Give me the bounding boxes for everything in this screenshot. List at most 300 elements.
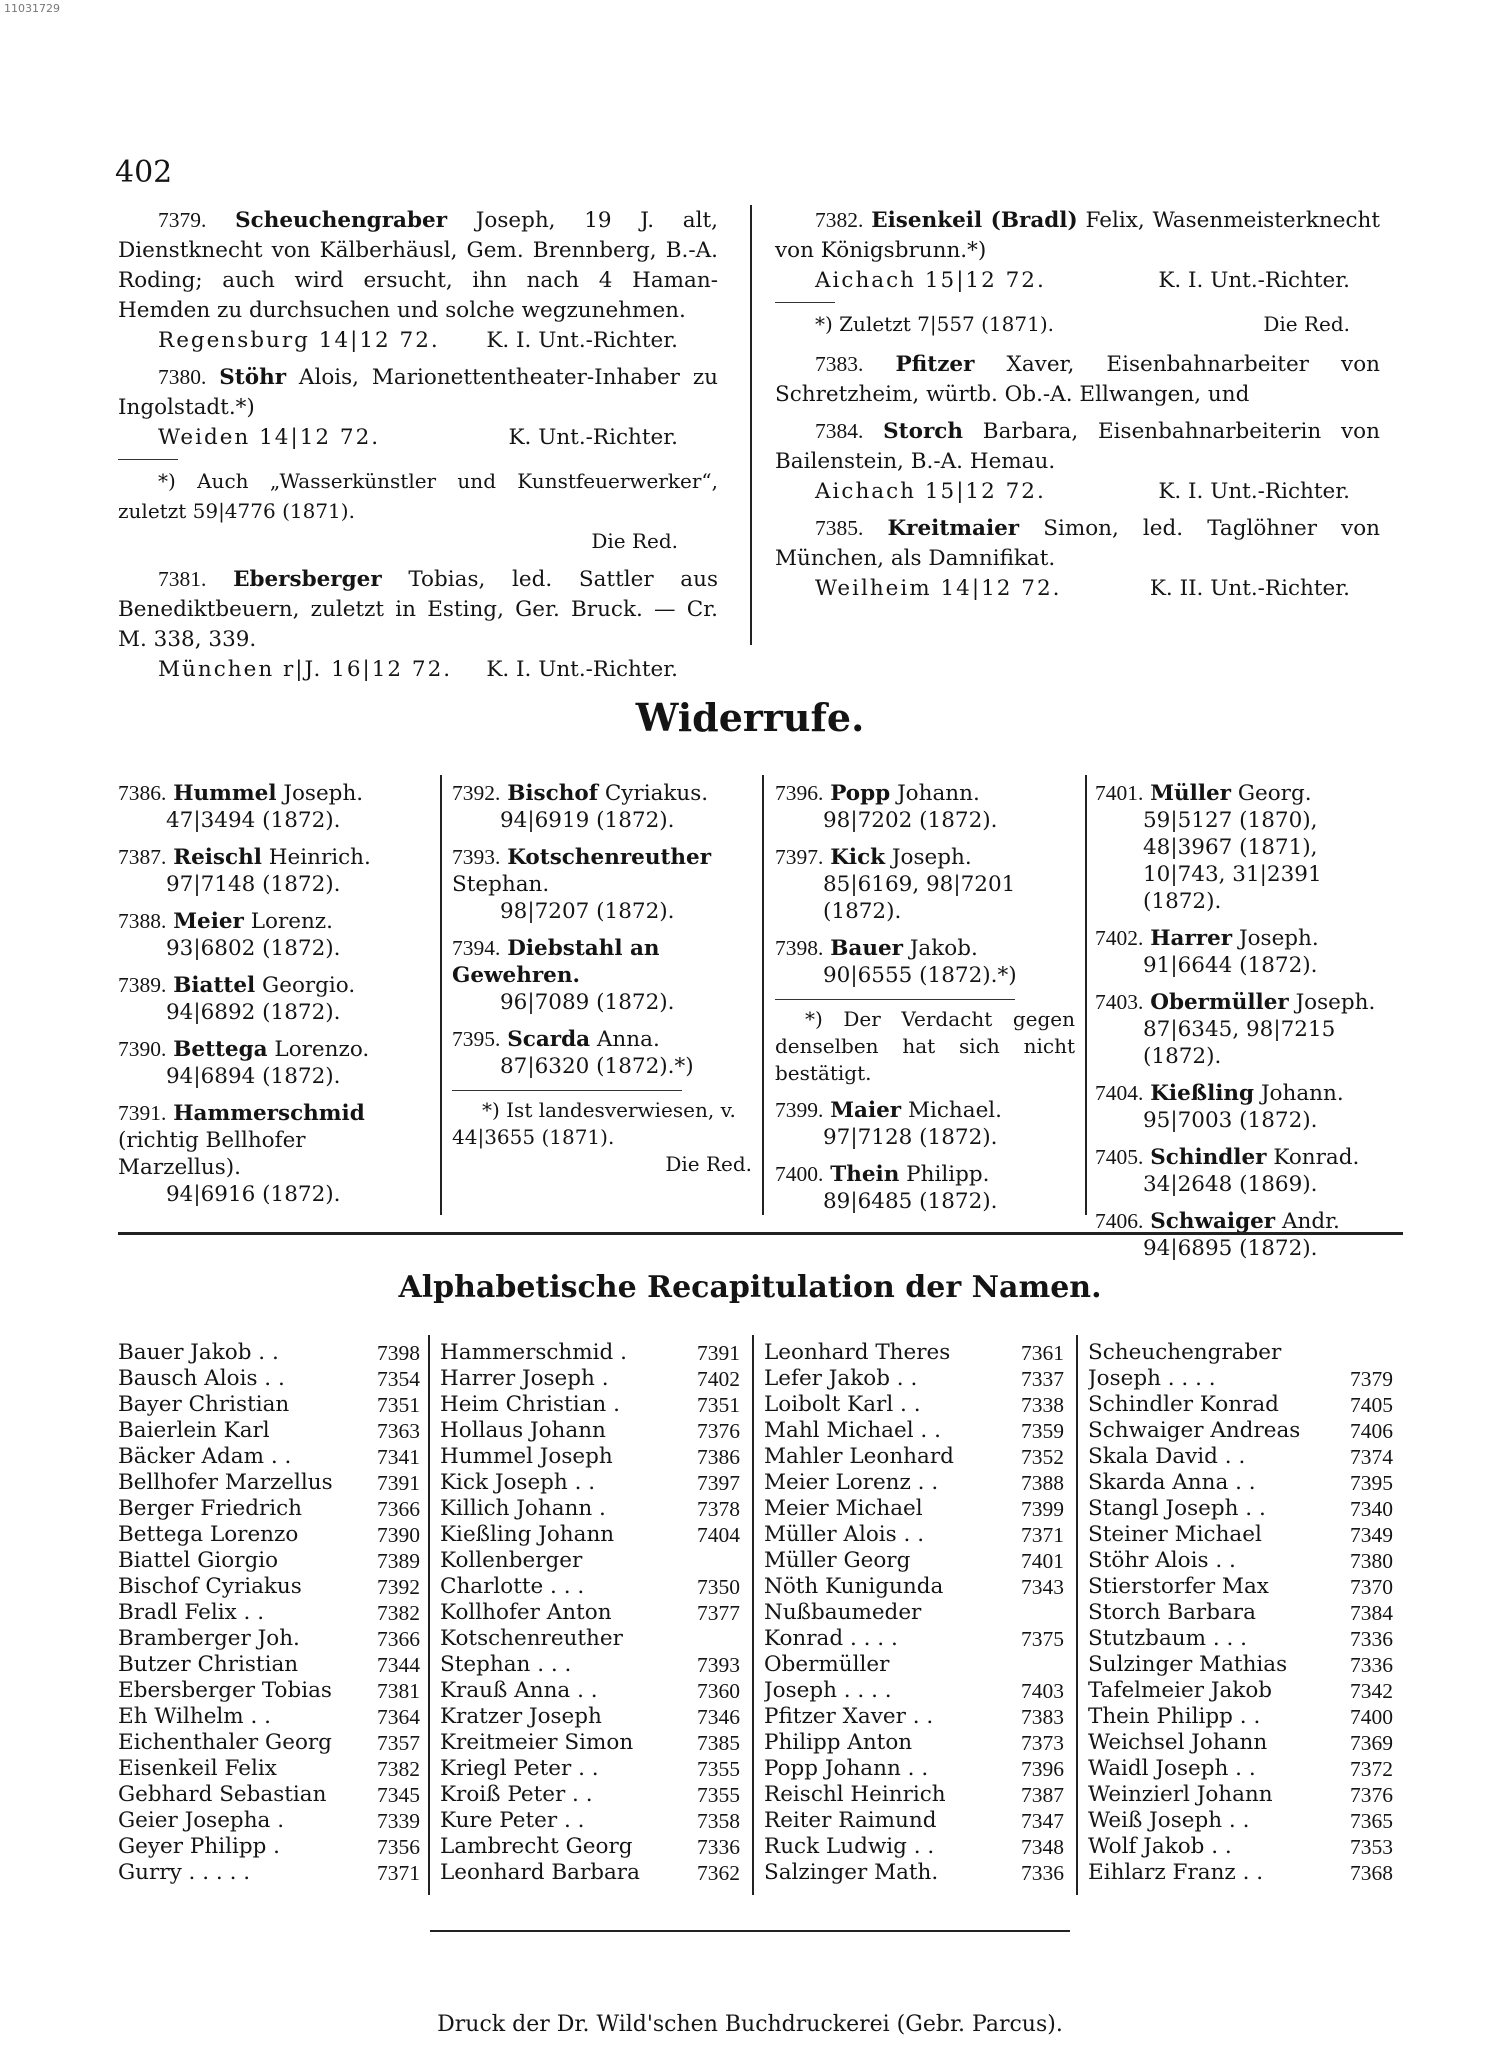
index-entry [118, 1600, 420, 1626]
entry-office: K. I. Unt.-Richter. [1158, 479, 1350, 504]
footnote: *) Auch „Wasserkünstler und Kunstfeuerwerker“, zuletzt 59|4776 (1871). [118, 469, 718, 523]
index-column-1 [118, 1340, 420, 1886]
item-name: Obermüller [1150, 990, 1289, 1015]
widerruf-item [775, 844, 1075, 925]
index-number: 7376 [1350, 1783, 1393, 1807]
index-name: Weinzierl Johann [1088, 1782, 1273, 1807]
index-number: 7359 [1021, 1419, 1064, 1443]
index-entry [764, 1678, 1064, 1704]
index-entry [1088, 1756, 1393, 1782]
index-entry [440, 1496, 740, 1522]
item-name: Bettega [173, 1037, 268, 1062]
index-name: Bettega Lorenzo [118, 1522, 299, 1547]
widerruf-item [452, 1026, 752, 1080]
index-name: Kroiß Peter . . [440, 1782, 593, 1807]
index-entry [118, 1730, 420, 1756]
index-entry [440, 1444, 740, 1470]
index-number: 7344 [377, 1653, 420, 1677]
index-number: 7391 [697, 1341, 740, 1365]
index-number: 7347 [1021, 1809, 1064, 1833]
index-entry [764, 1730, 1064, 1756]
index-entry [764, 1808, 1064, 1834]
index-name: Pfitzer Xaver . . [764, 1704, 934, 1729]
item-name: Müller [1150, 781, 1231, 806]
index-name: Salzinger Math. [764, 1860, 939, 1885]
index-name: Nußbaumeder [764, 1600, 922, 1625]
index-number [1060, 1600, 1064, 1626]
index-entry [764, 1392, 1064, 1418]
entry-office: K. Unt.-Richter. [508, 425, 678, 450]
item-detail: 93|6802 (1872). [166, 936, 341, 961]
index-number: 7336 [1350, 1627, 1393, 1651]
index-entry [1088, 1444, 1393, 1470]
item-number: 7393. [452, 845, 501, 869]
index-entry [440, 1392, 740, 1418]
index-name: Geyer Philipp . [118, 1834, 281, 1859]
index-entry [1088, 1496, 1393, 1522]
index-name: Krauß Anna . . [440, 1678, 598, 1703]
widerruf-item [1095, 780, 1395, 915]
entry-office: K. I. Unt.-Richter. [1158, 268, 1350, 293]
index-column-4 [1088, 1340, 1393, 1886]
index-entry [764, 1496, 1064, 1522]
item-number: 7402. [1095, 926, 1144, 950]
entry-place: Aichach 15|12 72. [815, 479, 1046, 504]
item-number: 7390. [118, 1037, 167, 1061]
index-entry [764, 1444, 1064, 1470]
item-detail: 59|5127 (1870), 48|3967 (1871), 10|743, 31|2391 (1872). [1143, 808, 1322, 914]
index-entry [440, 1730, 740, 1756]
index-entry [1088, 1860, 1393, 1886]
entry-text: Alois, Marionettentheater-Inhaber zu Ingolstadt.*) [118, 365, 718, 420]
index-number [1389, 1340, 1393, 1366]
index-entry [118, 1340, 420, 1366]
index-number: 7370 [1350, 1575, 1393, 1599]
index-number: 7382 [377, 1601, 420, 1625]
index-number: 7339 [377, 1809, 420, 1833]
index-number: 7380 [1350, 1549, 1393, 1573]
index-number: 7398 [377, 1341, 420, 1365]
entry-7379 [118, 205, 718, 356]
item-name: Reischl [173, 845, 262, 870]
item-number: 7389. [118, 973, 167, 997]
index-entry [440, 1704, 740, 1730]
entry-text: Barbara, Eisenbahnarbeiterin von Bailenstein, B.-A. Hemau. [775, 419, 1380, 474]
index-number: 7392 [377, 1575, 420, 1599]
index-entry [764, 1626, 1064, 1652]
item-number: 7403. [1095, 990, 1144, 1014]
index-name: Thein Philipp . . [1088, 1704, 1261, 1729]
index-entry [764, 1652, 1064, 1678]
index-entry [1088, 1392, 1393, 1418]
widerruf-item [452, 935, 752, 1016]
index-name: Charlotte . . . [440, 1574, 585, 1599]
index-name: Bäcker Adam . . [118, 1444, 292, 1469]
item-number: 7406. [1095, 1209, 1144, 1233]
item-name: Biattel [173, 973, 256, 998]
item-given: Joseph. [1295, 990, 1376, 1015]
index-name: Harrer Joseph . [440, 1366, 609, 1391]
index-name: Heim Christian . [440, 1392, 620, 1417]
index-name: Müller Alois . . [764, 1522, 925, 1547]
section-rule [118, 1232, 1403, 1235]
index-entry [118, 1522, 420, 1548]
widerruf-item [118, 972, 428, 1026]
item-number: 7405. [1095, 1145, 1144, 1169]
index-name: Müller Georg [764, 1548, 911, 1573]
widerruf-item [452, 844, 752, 925]
item-detail: 97|7148 (1872). [166, 872, 341, 897]
item-detail: 87|6345, 98|7215 (1872). [1143, 1017, 1336, 1069]
index-entry [764, 1522, 1064, 1548]
widerruf-item [452, 780, 752, 834]
index-entry [1088, 1652, 1393, 1678]
widerrufe-column-2 [452, 780, 752, 1178]
footnote: *) Ist landesverwiesen, v. 44|3655 (1871). [452, 1098, 736, 1149]
index-entry [440, 1366, 740, 1392]
index-number: 7393 [697, 1653, 740, 1677]
index-number: 7400 [1350, 1705, 1393, 1729]
entry-7380 [118, 362, 718, 556]
index-number [1060, 1652, 1064, 1678]
index-name: Ruck Ludwig . . [764, 1834, 935, 1859]
index-name: Kreitmeier Simon [440, 1730, 634, 1755]
index-name: Bradl Felix . . [118, 1600, 265, 1625]
item-name: Kießling [1150, 1081, 1255, 1106]
item-name: Kotschenreuther [507, 845, 712, 870]
entry-office: K. I. Unt.-Richter. [486, 328, 678, 353]
item-given: Konrad. [1273, 1145, 1360, 1170]
entry-place: Weilheim 14|12 72. [815, 576, 1062, 601]
footnote-rule [775, 999, 1015, 1000]
index-name: Schwaiger Andreas [1088, 1418, 1301, 1443]
entry-text: Simon, led. Taglöhner von München, als Damnifikat. [775, 516, 1380, 571]
entry-text: Tobias, led. Sattler aus Benediktbeuern, zuletzt in Esting, Ger. Bruck. — Cr. M. 338, 339. [118, 567, 718, 652]
index-name: Kratzer Joseph [440, 1704, 602, 1729]
index-entry [440, 1860, 740, 1886]
index-number: 7357 [377, 1731, 420, 1755]
entries-left-column [118, 205, 718, 685]
entry-7385 [775, 513, 1380, 604]
widerruf-item [118, 1100, 428, 1208]
index-name: Bramberger Joh. [118, 1626, 300, 1651]
index-number: 7384 [1350, 1601, 1393, 1625]
item-detail: 96|7089 (1872). [500, 990, 675, 1015]
entry-7381 [118, 564, 718, 685]
widerruf-item [1095, 989, 1395, 1070]
index-number: 7366 [377, 1627, 420, 1651]
item-number: 7399. [775, 1098, 824, 1122]
index-entry [440, 1600, 740, 1626]
item-number: 7395. [452, 1027, 501, 1051]
item-given: Stephan. [452, 872, 550, 897]
index-number: 7381 [377, 1679, 420, 1703]
widerruf-item [118, 844, 428, 898]
index-number: 7382 [377, 1757, 420, 1781]
entry-number: 7382. [815, 208, 864, 232]
index-name: Gurry . . . . . [118, 1860, 251, 1885]
index-name: Skala David . . [1088, 1444, 1246, 1469]
entry-text: Joseph, 19 J. alt, Dienstknecht von Kälberhäusl, Gem. Brennberg, B.-A. Roding; auch wird ersucht, ihn nach 4 Haman-Hemden zu durchsuchen und solche wegzunehmen. [118, 208, 718, 323]
index-number: 7365 [1350, 1809, 1393, 1833]
item-number: 7397. [775, 845, 824, 869]
index-number: 7340 [1350, 1497, 1393, 1521]
index-name: Stöhr Alois . . [1088, 1548, 1236, 1573]
item-detail: 89|6485 (1872). [823, 1189, 998, 1214]
item-given: Joseph. [891, 845, 972, 870]
item-given: Georg. [1237, 781, 1312, 806]
index-entry [440, 1548, 740, 1574]
index-number: 7361 [1021, 1341, 1064, 1365]
item-number: 7400. [775, 1162, 824, 1186]
index-number: 7378 [697, 1497, 740, 1521]
entry-place: Aichach 15|12 72. [815, 268, 1046, 293]
index-entry [118, 1626, 420, 1652]
footnote: *) Der Verdacht gegen denselben hat sich nicht bestätigt. [775, 1007, 1075, 1085]
index-number: 7369 [1350, 1731, 1393, 1755]
entry-name: Scheuchengraber [235, 208, 448, 233]
index-number: 7362 [697, 1861, 740, 1885]
index-entry [118, 1678, 420, 1704]
index-number: 7337 [1021, 1367, 1064, 1391]
index-name: Gebhard Sebastian [118, 1782, 327, 1807]
column-divider [428, 1335, 430, 1895]
index-name: Weiß Joseph . . [1088, 1808, 1250, 1833]
index-number: 7373 [1021, 1731, 1064, 1755]
index-entry [118, 1756, 420, 1782]
index-entry [764, 1366, 1064, 1392]
entry-place: Weiden 14|12 72. [158, 425, 381, 450]
index-name: Popp Johann . . [764, 1756, 929, 1781]
item-number: 7398. [775, 936, 824, 960]
index-number: 7336 [1350, 1653, 1393, 1677]
index-entry [440, 1652, 740, 1678]
footnote-rule [775, 302, 835, 303]
section-heading-widerrufe: Widerrufe. [635, 695, 865, 740]
index-entry [764, 1418, 1064, 1444]
entry-office: K. I. Unt.-Richter. [486, 657, 678, 682]
entry-number: 7384. [815, 419, 864, 443]
index-name: Konrad . . . . [764, 1626, 898, 1651]
entry-office: K. II. Unt.-Richter. [1149, 576, 1350, 601]
index-name: Bayer Christian [118, 1392, 290, 1417]
index-name: Berger Friedrich [118, 1496, 302, 1521]
widerruf-item [775, 1097, 1075, 1151]
index-number: 7405 [1350, 1393, 1393, 1417]
footnote-rule [452, 1090, 682, 1091]
index-name: Reiter Raimund [764, 1808, 937, 1833]
section-rule [430, 1930, 1070, 1932]
index-entry [1088, 1574, 1393, 1600]
index-name: Reischl Heinrich [764, 1782, 946, 1807]
index-name: Hummel Joseph [440, 1444, 613, 1469]
index-number: 7345 [377, 1783, 420, 1807]
index-number: 7406 [1350, 1419, 1393, 1443]
index-entry [440, 1418, 740, 1444]
index-name: Philipp Anton [764, 1730, 913, 1755]
widerruf-item [1095, 1144, 1395, 1198]
index-name: Meier Michael [764, 1496, 923, 1521]
index-number: 7371 [1021, 1523, 1064, 1547]
index-entry [1088, 1340, 1393, 1366]
entry-text: Xaver, Eisenbahnarbeiter von Schretzheim, würtb. Ob.-A. Ellwangen, und [775, 352, 1380, 407]
index-number: 7397 [697, 1471, 740, 1495]
column-divider [750, 205, 752, 645]
index-number: 7352 [1021, 1445, 1064, 1469]
index-name: Bausch Alois . . [118, 1366, 285, 1391]
index-number: 7346 [697, 1705, 740, 1729]
index-entry [1088, 1418, 1393, 1444]
index-number: 7358 [697, 1809, 740, 1833]
index-number: 7368 [1350, 1861, 1393, 1885]
item-given: Heinrich. [268, 845, 371, 870]
index-number: 7395 [1350, 1471, 1393, 1495]
item-number: 7388. [118, 909, 167, 933]
index-number: 7360 [697, 1679, 740, 1703]
entry-name: Stöhr [219, 365, 287, 390]
item-given: Johann. [1260, 1081, 1344, 1106]
index-number [736, 1548, 740, 1574]
index-number: 7341 [377, 1445, 420, 1469]
index-entry [764, 1704, 1064, 1730]
index-name: Lambrecht Georg [440, 1834, 633, 1859]
index-name: Biattel Giorgio [118, 1548, 279, 1573]
index-entry [1088, 1678, 1393, 1704]
index-entry [764, 1782, 1064, 1808]
index-name: Kießling Johann [440, 1522, 615, 1547]
index-number: 7343 [1021, 1575, 1064, 1599]
item-given: Johann. [897, 781, 980, 806]
index-entry [764, 1756, 1064, 1782]
widerruf-item [118, 1036, 428, 1090]
item-given: Philipp. [906, 1162, 990, 1187]
index-entry [1088, 1470, 1393, 1496]
index-name: Stutzbaum . . . [1088, 1626, 1248, 1651]
index-entry [118, 1548, 420, 1574]
item-detail: 94|6919 (1872). [500, 808, 675, 833]
index-number: 7356 [377, 1835, 420, 1859]
index-name: Sulzinger Mathias [1088, 1652, 1288, 1677]
index-number: 7404 [697, 1523, 740, 1547]
widerrufe-column-3 [775, 780, 1075, 1225]
index-name: Steiner Michael [1088, 1522, 1262, 1547]
index-entry [118, 1782, 420, 1808]
index-number: 7349 [1350, 1523, 1393, 1547]
entry-name: Ebersberger [233, 567, 382, 592]
index-entry [118, 1808, 420, 1834]
index-name: Obermüller [764, 1652, 890, 1677]
item-detail: 87|6320 (1872).*) [500, 1054, 694, 1079]
index-entry [764, 1834, 1064, 1860]
entry-name: Kreitmaier [887, 516, 1020, 541]
item-number: 7392. [452, 781, 501, 805]
entry-name: Eisenkeil (Bradl) [871, 208, 1078, 233]
index-name: Joseph . . . . [1088, 1366, 1216, 1391]
item-detail: 47|3494 (1872). [166, 808, 341, 833]
entry-number: 7385. [815, 516, 864, 540]
item-number: 7387. [118, 845, 167, 869]
item-given: Cyriakus. [604, 781, 709, 806]
index-entry [440, 1808, 740, 1834]
widerruf-item [1095, 1080, 1395, 1134]
index-entry [764, 1574, 1064, 1600]
widerrufe-column-1 [118, 780, 428, 1218]
index-name: Baierlein Karl [118, 1418, 270, 1443]
column-divider [1076, 1335, 1078, 1895]
index-number: 7402 [697, 1367, 740, 1391]
index-number: 7376 [697, 1419, 740, 1443]
footnote-rule [118, 459, 178, 460]
entry-7382 [775, 205, 1380, 339]
item-name: Hammerschmid [173, 1101, 365, 1126]
index-name: Schindler Konrad [1088, 1392, 1279, 1417]
item-name: Schwaiger [1150, 1209, 1276, 1234]
index-number: 7396 [1021, 1757, 1064, 1781]
column-divider [440, 775, 442, 1215]
index-name: Mahler Leonhard [764, 1444, 954, 1469]
index-number: 7403 [1021, 1679, 1064, 1703]
item-number: 7394. [452, 936, 501, 960]
item-detail: 95|7003 (1872). [1143, 1108, 1318, 1133]
index-entry [118, 1392, 420, 1418]
index-number: 7388 [1021, 1471, 1064, 1495]
entry-name: Storch [883, 419, 964, 444]
index-number: 7348 [1021, 1835, 1064, 1859]
entry-text: Felix, Wasenmeisterknecht von Königsbrunn.*) [775, 208, 1381, 263]
index-name: Kollenberger [440, 1548, 583, 1573]
index-entry [1088, 1808, 1393, 1834]
footnote: *) Zuletzt 7|557 (1871). [815, 312, 1054, 336]
index-number: 7391 [377, 1471, 420, 1495]
index-number: 7399 [1021, 1497, 1064, 1521]
index-name: Eisenkeil Felix [118, 1756, 277, 1781]
entry-number: 7379. [158, 208, 207, 232]
item-detail: 98|7207 (1872). [500, 899, 675, 924]
index-entry [1088, 1600, 1393, 1626]
index-name: Eh Wilhelm . . [118, 1704, 272, 1729]
index-name: Waidl Joseph . . [1088, 1756, 1256, 1781]
index-name: Wolf Jakob . . [1088, 1834, 1232, 1859]
index-number: 7366 [377, 1497, 420, 1521]
item-given: Georgio. [262, 973, 356, 998]
index-entry [440, 1678, 740, 1704]
item-number: 7396. [775, 781, 824, 805]
item-name: Popp [830, 781, 891, 806]
widerruf-item [118, 780, 428, 834]
item-name: Harrer [1150, 926, 1233, 951]
item-number: 7391. [118, 1101, 167, 1125]
index-number: 7363 [377, 1419, 420, 1443]
index-name: Stephan . . . [440, 1652, 572, 1677]
widerrufe-column-4 [1095, 780, 1395, 1272]
footnote-reference: Die Red. [1263, 312, 1350, 336]
index-entry [118, 1496, 420, 1522]
index-entry [764, 1470, 1064, 1496]
index-entry [118, 1470, 420, 1496]
column-divider [1085, 775, 1087, 1215]
index-entry [764, 1860, 1064, 1886]
item-number: 7386. [118, 781, 167, 805]
index-number: 7372 [1350, 1757, 1393, 1781]
index-number: 7355 [697, 1783, 740, 1807]
item-name: Bauer [830, 936, 903, 961]
index-number: 7375 [1021, 1627, 1064, 1651]
widerruf-item [118, 908, 428, 962]
item-name: Bischof [507, 781, 598, 806]
column-divider [752, 1335, 754, 1895]
item-detail: 94|6916 (1872). [166, 1182, 341, 1207]
index-name: Killich Johann . [440, 1496, 606, 1521]
